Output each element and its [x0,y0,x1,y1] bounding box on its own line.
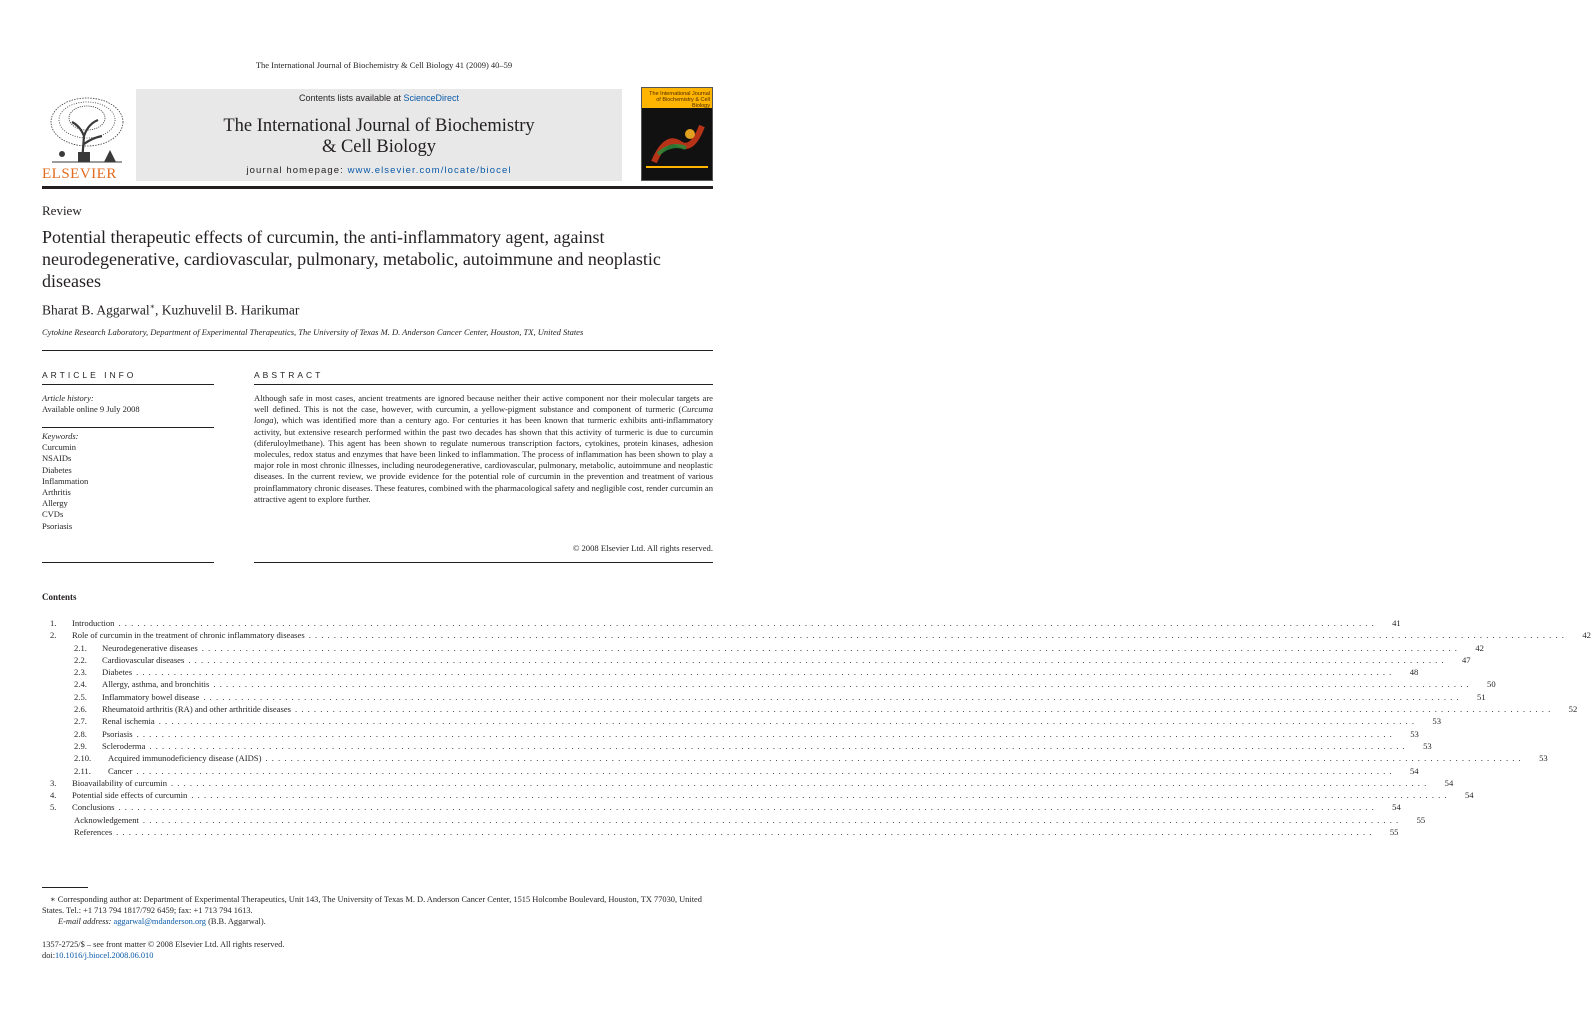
toc-page-number[interactable]: 42 [1582,630,1591,641]
keywords-block [42,431,88,532]
toc-label[interactable]: Cardiovascular diseases [102,654,185,665]
article-title: Potential therapeutic effects of curcumin, the anti-inflammatory agent, against neurodegenerative, cardiovascular, pulmonary, metabolic, autoimmune and neoplastic diseases [42,227,661,291]
abstract-rule [254,384,713,385]
contents-availability [136,93,622,103]
toc-number: 2.5. [74,691,87,702]
corresponding-author-footnote [42,894,713,927]
journal-header [136,89,622,181]
footnote-rule [42,887,88,888]
toc-page-number[interactable]: 52 [1568,704,1578,715]
toc-label[interactable]: Bioavailability of curcumin [72,777,167,788]
keyword: NSAIDs [42,453,72,464]
toc-label[interactable]: Potential side effects of curcumin [72,790,188,801]
toc-number: 2.6. [74,704,87,715]
toc-label[interactable]: Diabetes [102,667,133,678]
section-rule [42,350,713,351]
toc-label[interactable]: Cancer [108,765,133,776]
corresponding-author-mark[interactable]: ∗ [149,302,156,311]
article-info-heading: ARTICLE INFO [42,370,137,380]
footnote-mark: ∗ [50,895,56,904]
toc-leader-dots: . . . . . . . . . . . . . . . . . . . . . . . . . . . . . . . . . . . . . . . . . . . . . . . . . . . . . . . . . . . . . . . . . . . . . . . . . . . . . . . . . . . . . . . . . . . . . . . . . . . . . . . . . . . . . . . . . . . . . . . . . . . . . . . . . . . . . . . . . . . . . . . . . . . . . . . . . . . . . . . . . . . . . . . . . . . . . . . . . . . . . . . . . . . . . . . . . . . . . . . . [149,740,1406,751]
toc-leader-dots: . . . . . . . . . . . . . . . . . . . . . . . . . . . . . . . . . . . . . . . . . . . . . . . . . . . . . . . . . . . . . . . . . . . . . . . . . . . . . . . . . . . . . . . . . . . . . . . . . . . . . . . . . . . . . . . . . . . . . . . . . . . . . . . . . . . . . . . . . . . . . . . . . . . . . . . . . . . . . . . . . . . . . . . . . . . . . . . . . . . . . . . . . . . . . . . . . . . . . . . . [136,728,1393,739]
publisher-wordmark[interactable]: ELSEVIER [42,166,117,182]
toc-label[interactable]: Neurodegenerative diseases [102,642,198,653]
toc-leader-dots: . . . . . . . . . . . . . . . . . . . . . . . . . . . . . . . . . . . . . . . . . . . . . . . . . . . . . . . . . . . . . . . . . . . . . . . . . . . . . . . . . . . . . . . . . . . . . . . . . . . . . . . . . . . . . . . . . . . . . . . . . . . . . . . . . . . . . . . . . . . . . . . . . . . . . . . . . . . . . . . . . . . . . . . . . . . . . . . . . . . . . . . . . . . . . . . . . . . . . . . . [142,814,1400,825]
abstract-copyright: © 2008 Elsevier Ltd. All rights reserved. [572,543,713,553]
toc-page-number[interactable]: 53 [1423,740,1432,751]
toc-label[interactable]: Acknowledgement [74,814,139,825]
toc-page-number[interactable]: 41 [1392,618,1401,628]
toc-label[interactable]: Introduction [72,618,115,628]
toc-label[interactable]: Role of curcumin in the treatment of chronic inflammatory diseases [72,630,305,641]
elsevier-tree-logo [42,92,132,164]
toc-number: 2.1. [74,642,87,653]
toc-label[interactable]: Allergy, asthma, and bronchitis [102,679,210,690]
toc-leader-dots: . . . . . . . . . . . . . . . . . . . . . . . . . . . . . . . . . . . . . . . . . . . . . . . . . . . . . . . . . . . . . . . . . . . . . . . . . . . . . . . . . . . . . . . . . . . . . . . . . . . . . . . . . . . . . . . . . . . . . . . . . . . . . . . . . . . . . . . . . . . . . . . . . . . . . . . . . . . . . . . . . . . . . . . . . . . . . . . . . . . . . . . . . . . . . . . . . . . . . . . . [171,777,1428,788]
toc-number: 2.2. [74,654,87,665]
toc-page-number[interactable]: 51 [1477,691,1486,702]
toc-page-number[interactable]: 53 [1539,753,1548,764]
toc-leader-dots: . . . . . . . . . . . . . . . . . . . . . . . . . . . . . . . . . . . . . . . . . . . . . . . . . . . . . . . . . . . . . . . . . . . . . . . . . . . . . . . . . . . . . . . . . . . . . . . . . . . . . . . . . . . . . . . . . . . . . . . . . . . . . . . . . . . . . . . . . . . . . . . . . . . . . . . . . . . . . . . . . . . . . . . . . . . . . . . . . . . . . . . . . . . . . . . . . . . . . . . . [136,667,1393,678]
keyword: Psoriasis [42,520,73,531]
toc-number: 2.8. [74,728,87,739]
toc-page-number[interactable]: 47 [1461,654,1471,665]
journal-homepage [136,165,622,176]
toc-page-number[interactable]: 53 [1432,716,1441,727]
toc-leader-dots: . . . . . . . . . . . . . . . . . . . . . . . . . . . . . . . . . . . . . . . . . . . . . . . . . . . . . . . . . . . . . . . . . . . . . . . . . . . . . . . . . . . . . . . . . . . . . . . . . . . . . . . . . . . . . . . . . . . . . . . . . . . . . . . . . . . . . . . . . . . . . . . . . . . . . . . . . . . . . . . . . . . . . . . . . . . . . . . . . . . . . . . . . . . . . . . . . . . . . . . . [116,827,1373,838]
toc-number: 2.9. [74,740,87,751]
toc-leader-dots: . . . . . . . . . . . . . . . . . . . . . . . . . . . . . . . . . . . . . . . . . . . . . . . . . . . . . . . . . . . . . . . . . . . . . . . . . . . . . . . . . . . . . . . . . . . . . . . . . . . . . . . . . . . . . . . . . . . . . . . . . . . . . . . . . . . . . . . . . . . . . . . . . . . . . . . . . . . . . . . . . . . . . . . . . . . . . . . . . . . . . . . . . . . . . . . . . . . . . . . . [213,679,1470,690]
journal-cover-thumbnail[interactable] [641,87,713,181]
author-harikumar[interactable]: Kuzhuvelil B. Harikumar [161,302,300,318]
toc-number: 2.3. [74,667,87,678]
toc-number: 2. [50,630,57,641]
toc-number: 1. [50,618,57,628]
abstract-text-2: ), which was identified more than a century ago. For centuries it has been known that turmeric exhibits anti-inflammatory activity, but extensive research performed within the past two decades has shown that this activity of turmeric is due to curcumin (diferuloylmethane). This agent has been shown to regulate numerous transcription factors, cytokines, protein kinases, adhesion molecules, redox status and enzymes that have been linked to inflammation. The process of inflammation has been shown to play a major role in most chronic illnesses, including neurodegenerative, cardiovascular, pulmonary, metabolic, autoimmune and neoplastic diseases. In the current review, we provide evidence for the potential role of curcumin in the prevention and treatment of various proinflammatory chronic diseases. These features, combined with the pharmacological safety and negligible cost, render curcumin an attractive agent to explore further. [254,415,713,504]
toc-entry[interactable] [42,642,1484,654]
table-of-contents [42,617,1591,838]
toc-entry[interactable] [42,629,1591,641]
journal-title-line2: & Cell Biology [321,137,437,157]
toc-label[interactable]: Inflammatory bowel disease [102,691,200,702]
toc-leader-dots: . . . . . . . . . . . . . . . . . . . . . . . . . . . . . . . . . . . . . . . . . . . . . . . . . . . . . . . . . . . . . . . . . . . . . . . . . . . . . . . . . . . . . . . . . . . . . . . . . . . . . . . . . . . . . . . . . . . . . . . . . . . . . . . . . . . . . . . . . . . . . . . . . . . . . . . . . . . . . . . . . . . . . . . . . . . . . . . . . . . . . . . . . . . . . . . . . . . . . . . . [188,654,1445,665]
toc-entry[interactable] [42,617,1401,629]
toc-number: 3. [50,777,57,788]
toc-leader-dots: . . . . . . . . . . . . . . . . . . . . . . . . . . . . . . . . . . . . . . . . . . . . . . . . . . . . . . . . . . . . . . . . . . . . . . . . . . . . . . . . . . . . . . . . . . . . . . . . . . . . . . . . . . . . . . . . . . . . . . . . . . . . . . . . . . . . . . . . . . . . . . . . . . . . . . . . . . . . . . . . . . . . . . . . . . . . . . . . . . . . . . . . . . . . . . . . . . . . . . . . [265,753,1522,764]
keyword: Allergy [42,498,68,509]
keyword: Inflammation [42,475,89,486]
author-list [42,302,299,319]
toc-entry[interactable] [42,752,1548,764]
homepage-link[interactable]: www.elsevier.com/locate/biocel [347,165,512,176]
toc-page-number[interactable]: 54 [1465,790,1474,801]
author-separator: , [155,302,162,318]
email-suffix: (B.B. Aggarwal). [205,917,266,926]
toc-entry[interactable] [42,777,1454,789]
toc-entry[interactable] [42,740,1432,752]
toc-entry[interactable] [42,715,1441,727]
issn-line: 1357-2725/$ – see front matter © 2008 Elsevier Ltd. All rights reserved. [42,940,285,949]
abstract-bottom-rule [254,562,713,563]
issn-block [42,939,284,961]
journal-title [136,116,622,158]
keyword: CVDs [42,509,64,520]
toc-page-number[interactable]: 55 [1389,827,1399,838]
history-value: Available online 9 July 2008 [42,404,140,415]
running-head: The International Journal of Biochemistry & Cell Biology 41 (2009) 40–59 [255,60,513,70]
toc-entry[interactable] [42,814,1426,826]
contents-heading: Contents [42,592,77,602]
toc-leader-dots: . . . . . . . . . . . . . . . . . . . . . . . . . . . . . . . . . . . . . . . . . . . . . . . . . . . . . . . . . . . . . . . . . . . . . . . . . . . . . . . . . . . . . . . . . . . . . . . . . . . . . . . . . . . . . . . . . . . . . . . . . . . . . . . . . . . . . . . . . . . . . . . . . . . . . . . . . . . . . . . . . . . . . . . . . . . . . . . . . . . . . . . . . . . . . . . . . . . . . . . . [118,618,1375,628]
abstract-body [254,393,713,505]
toc-number: 4. [50,790,57,801]
toc-number: 2.4. [74,679,87,690]
keyword: Curcumin [42,442,76,453]
cover-title: The International Journal of Biochemistry & Cell Biology [649,91,710,109]
toc-leader-dots: . . . . . . . . . . . . . . . . . . . . . . . . . . . . . . . . . . . . . . . . . . . . . . . . . . . . . . . . . . . . . . . . . . . . . . . . . . . . . . . . . . . . . . . . . . . . . . . . . . . . . . . . . . . . . . . . . . . . . . . . . . . . . . . . . . . . . . . . . . . . . . . . . . . . . . . . . . . . . . . . . . . . . . . . . . . . . . . . . . . . . . . . . . . . . . . . . . . . . . . . [118,802,1375,813]
article-info-bottom-rule [42,562,214,563]
toc-leader-dots: . . . . . . . . . . . . . . . . . . . . . . . . . . . . . . . . . . . . . . . . . . . . . . . . . . . . . . . . . . . . . . . . . . . . . . . . . . . . . . . . . . . . . . . . . . . . . . . . . . . . . . . . . . . . . . . . . . . . . . . . . . . . . . . . . . . . . . . . . . . . . . . . . . . . . . . . . . . . . . . . . . . . . . . . . . . . . . . . . . . . . . . . . . . . . . . . . . . . . . . . [203,691,1460,702]
toc-label[interactable]: References [74,827,113,838]
toc-page-number[interactable]: 54 [1444,777,1454,788]
email-label: E-mail address: [58,917,114,926]
keyword: Diabetes [42,464,72,475]
header-rule [42,186,713,189]
abstract-species: Curcuma longa [254,404,713,426]
toc-leader-dots: . . . . . . . . . . . . . . . . . . . . . . . . . . . . . . . . . . . . . . . . . . . . . . . . . . . . . . . . . . . . . . . . . . . . . . . . . . . . . . . . . . . . . . . . . . . . . . . . . . . . . . . . . . . . . . . . . . . . . . . . . . . . . . . . . . . . . . . . . . . . . . . . . . . . . . . . . . . . . . . . . . . . . . . . . . . . . . . . . . . . . . . . . . . . . . . . . . . . . . . . [191,790,1448,801]
toc-page-number[interactable]: 54 [1409,765,1419,776]
toc-label[interactable]: Renal ischemia [102,716,155,727]
toc-page-number[interactable]: 48 [1409,667,1419,678]
toc-number: 5. [50,802,57,813]
toc-entry[interactable] [42,703,1578,715]
doi-label: doi: [42,951,56,960]
toc-entry[interactable] [42,728,1419,740]
doi-link[interactable]: 10.1016/j.biocel.2008.06.010 [55,951,154,960]
toc-entry[interactable] [42,666,1419,678]
toc-leader-dots: . . . . . . . . . . . . . . . . . . . . . . . . . . . . . . . . . . . . . . . . . . . . . . . . . . . . . . . . . . . . . . . . . . . . . . . . . . . . . . . . . . . . . . . . . . . . . . . . . . . . . . . . . . . . . . . . . . . . . . . . . . . . . . . . . . . . . . . . . . . . . . . . . . . . . . . . . . . . . . . . . . . . . . . . . . . . . . . . . . . . . . . . . . . . . . . . . . . . . . . . [308,630,1565,641]
toc-entry[interactable] [42,765,1419,777]
homepage-label: journal homepage: [246,165,348,176]
toc-entry[interactable] [42,789,1474,801]
toc-entry[interactable] [42,691,1486,703]
affiliation: Cytokine Research Laboratory, Department of Experimental Therapeutics, The University of Texas M. D. Anderson Cancer Center, Houston, TX, United States [42,327,584,337]
footnote-text: Corresponding author at: Department of Experimental Therapeutics, Unit 143, The University of Texas M. D. Anderson Cancer Center, 1515 Holcombe Boulevard, Houston, TX 77030, United States. Tel.: +1 713 794 1817/792 6459; fax: +1 713 794 1613. [42,895,702,915]
toc-number: 2.10. [74,753,92,764]
toc-entry[interactable] [42,678,1496,690]
toc-leader-dots: . . . . . . . . . . . . . . . . . . . . . . . . . . . . . . . . . . . . . . . . . . . . . . . . . . . . . . . . . . . . . . . . . . . . . . . . . . . . . . . . . . . . . . . . . . . . . . . . . . . . . . . . . . . . . . . . . . . . . . . . . . . . . . . . . . . . . . . . . . . . . . . . . . . . . . . . . . . . . . . . . . . . . . . . . . . . . . . . . . . . . . . . . . . . . . . . . . . . . . . . [295,704,1552,715]
toc-page-number[interactable]: 55 [1416,814,1426,825]
toc-label[interactable]: Rheumatoid arthritis (RA) and other arthritide diseases [102,704,292,715]
toc-entry[interactable] [42,801,1401,813]
cover-artwork [646,114,708,174]
toc-label[interactable]: Acquired immunodeficiency disease (AIDS) [108,753,262,764]
toc-entry[interactable] [42,826,1399,838]
article-type: Review [42,203,82,218]
toc-page-number[interactable]: 53 [1410,728,1419,739]
history-label: Article history: [42,393,94,403]
article-info-rule [42,384,214,385]
contents-prefix: Contents lists available at [298,93,404,103]
email-link[interactable]: aggarwal@mdanderson.org [113,917,206,926]
toc-page-number[interactable]: 50 [1487,679,1496,690]
toc-leader-dots: . . . . . . . . . . . . . . . . . . . . . . . . . . . . . . . . . . . . . . . . . . . . . . . . . . . . . . . . . . . . . . . . . . . . . . . . . . . . . . . . . . . . . . . . . . . . . . . . . . . . . . . . . . . . . . . . . . . . . . . . . . . . . . . . . . . . . . . . . . . . . . . . . . . . . . . . . . . . . . . . . . . . . . . . . . . . . . . . . . . . . . . . . . . . . . . . . . . . . . . . [201,642,1458,653]
sciencedirect-link[interactable]: ScienceDirect [403,93,460,103]
toc-number: 2.7. [74,716,87,727]
author-aggarwal[interactable]: Bharat B. Aggarwal [42,302,150,318]
keywords-label: Keywords: [42,431,79,441]
journal-title-line1: The International Journal of Biochemistry [223,116,535,136]
toc-label[interactable]: Conclusions [72,802,115,813]
article-history [42,393,140,415]
toc-page-number[interactable]: 42 [1475,642,1484,653]
toc-leader-dots: . . . . . . . . . . . . . . . . . . . . . . . . . . . . . . . . . . . . . . . . . . . . . . . . . . . . . . . . . . . . . . . . . . . . . . . . . . . . . . . . . . . . . . . . . . . . . . . . . . . . . . . . . . . . . . . . . . . . . . . . . . . . . . . . . . . . . . . . . . . . . . . . . . . . . . . . . . . . . . . . . . . . . . . . . . . . . . . . . . . . . . . . . . . . . . . . . . . . . . . . [158,716,1415,727]
abstract-text-1: Although safe in most cases, ancient treatments are ignored because neither their active component nor their molecular targets are well defined. This is not the case, however, with curcumin, a yellow-pigment substance and component of turmeric ( [254,393,713,415]
toc-label[interactable]: Psoriasis [102,728,133,739]
toc-leader-dots: . . . . . . . . . . . . . . . . . . . . . . . . . . . . . . . . . . . . . . . . . . . . . . . . . . . . . . . . . . . . . . . . . . . . . . . . . . . . . . . . . . . . . . . . . . . . . . . . . . . . . . . . . . . . . . . . . . . . . . . . . . . . . . . . . . . . . . . . . . . . . . . . . . . . . . . . . . . . . . . . . . . . . . . . . . . . . . . . . . . . . . . . . . . . . . . . . . . . . . . . [136,765,1393,776]
toc-number: 2.11. [74,765,91,776]
abstract-heading: ABSTRACT [254,370,324,380]
toc-entry[interactable] [42,654,1471,666]
keyword: Arthritis [42,487,71,498]
toc-label[interactable]: Scleroderma [102,740,146,751]
toc-page-number[interactable]: 54 [1392,802,1401,813]
keywords-rule [42,427,214,428]
